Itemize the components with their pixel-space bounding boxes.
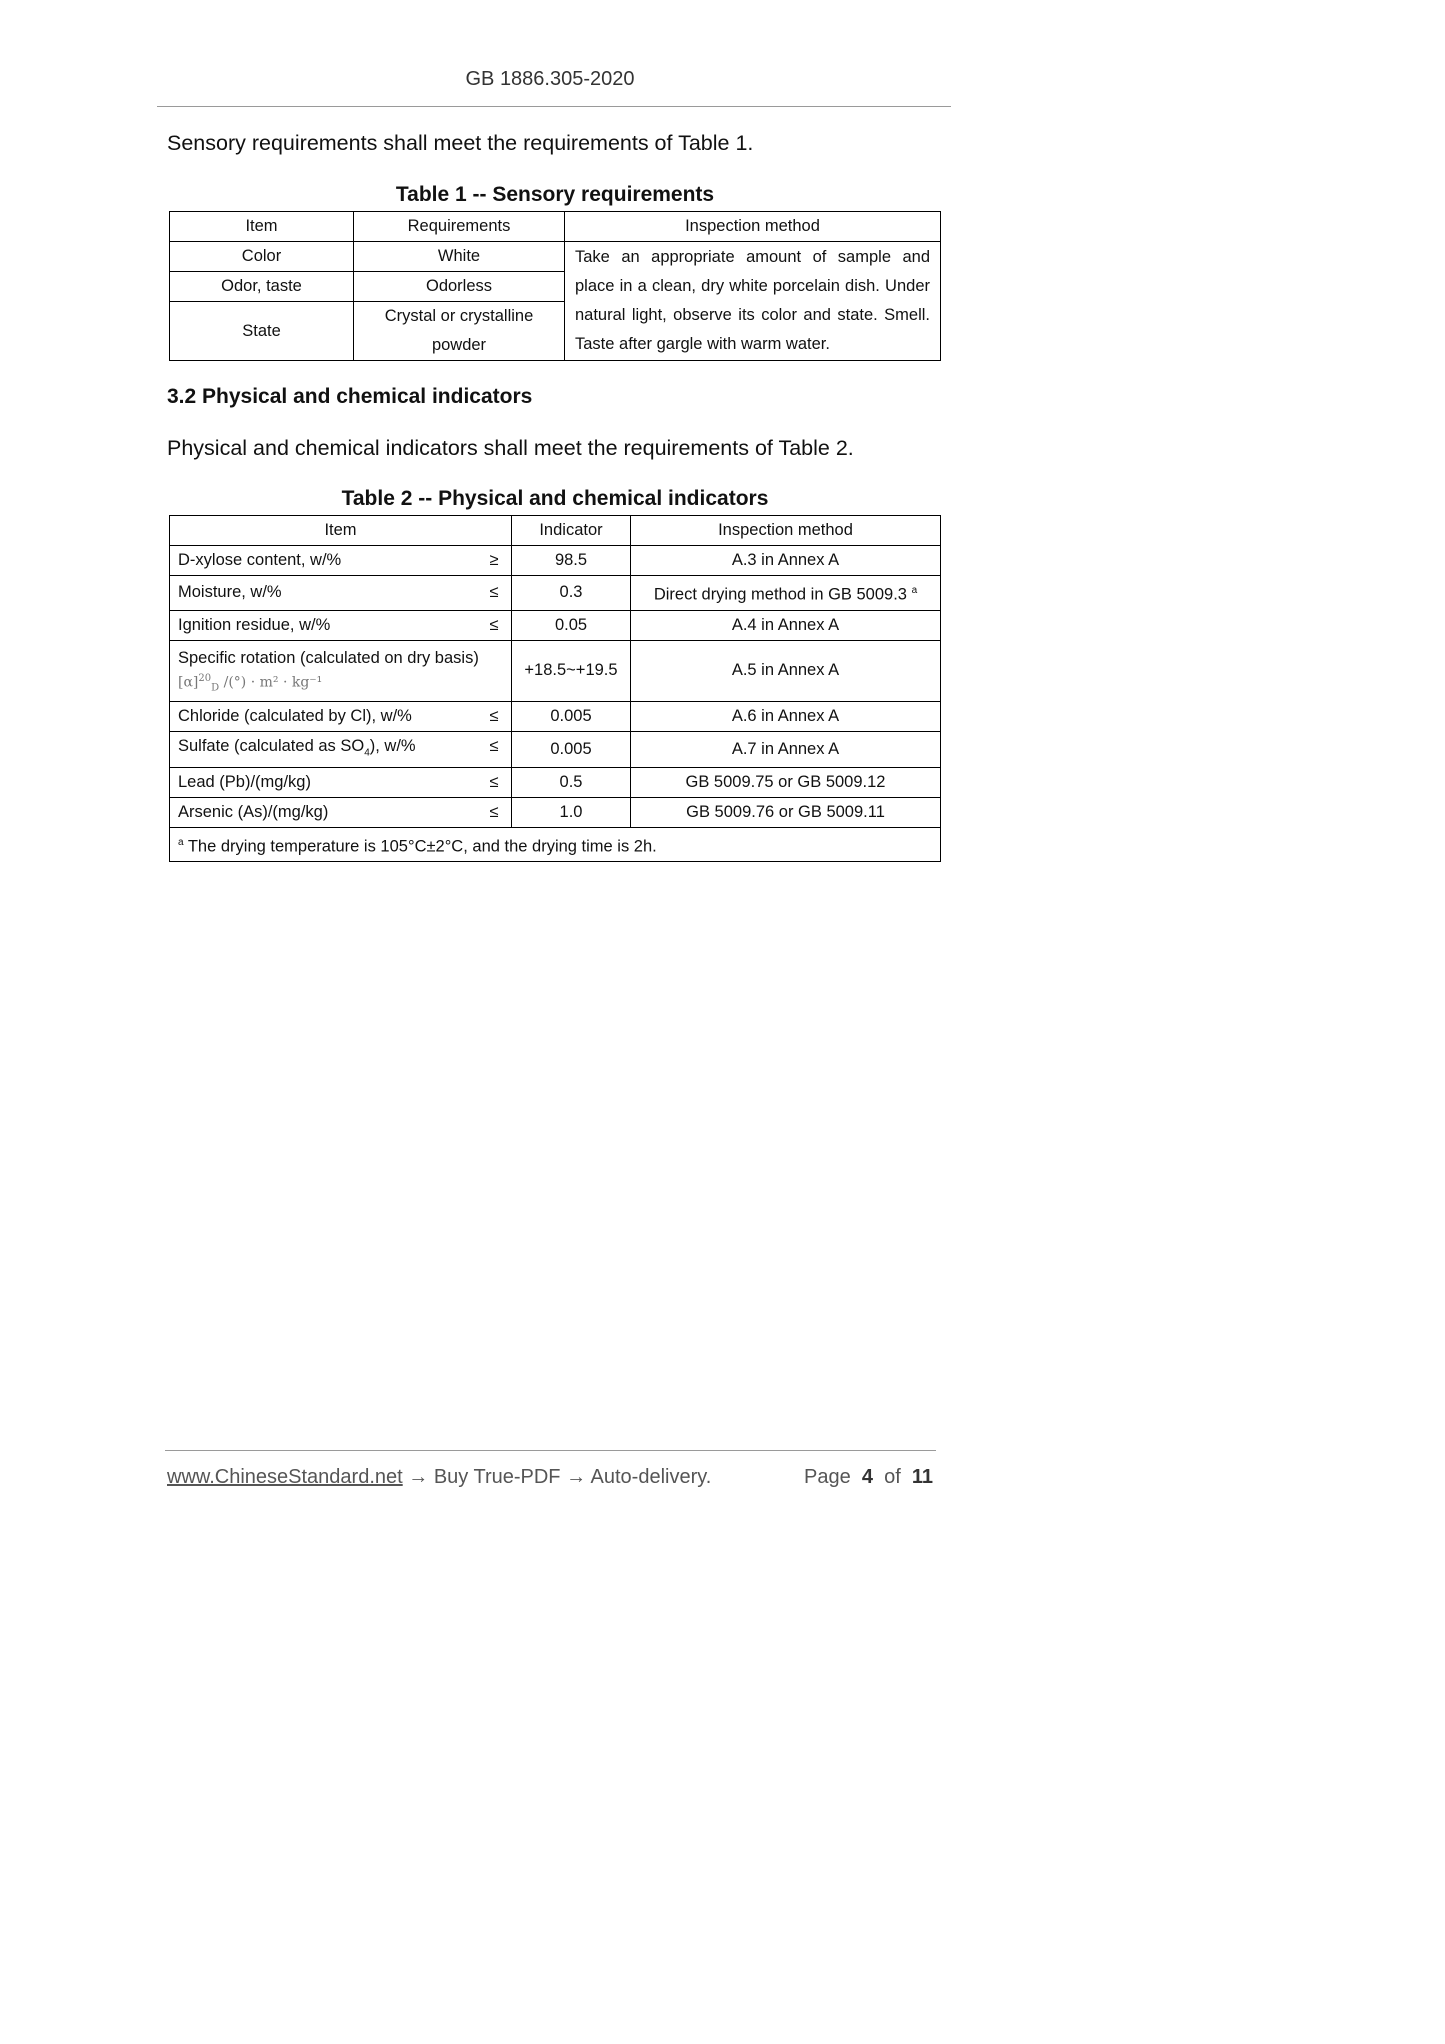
- intro-paragraph: Sensory requirements shall meet the requirements of Table 1.: [167, 131, 754, 155]
- item-label: Moisture, w/%: [178, 583, 282, 602]
- comparison-symbol: ≤: [489, 802, 499, 821]
- table-row: [170, 640, 941, 701]
- cell-item: [170, 797, 512, 827]
- cell-method: GB 5009.76 or GB 5009.11: [631, 797, 941, 827]
- header-cell-inspection-method: Inspection method: [565, 212, 941, 242]
- section-paragraph: Physical and chemical indicators shall meet the requirements of Table 2.: [167, 436, 854, 460]
- cell-indicator: 0.3: [512, 576, 631, 611]
- total-pages: 11: [911, 1466, 934, 1488]
- cell-indicator: 0.005: [512, 701, 631, 731]
- cell-item: [170, 701, 512, 731]
- item-label: Ignition residue, w/%: [178, 615, 331, 634]
- method-line: place in a clean, dry white porcelain dish. Under: [575, 277, 930, 295]
- comparison-symbol: ≤: [489, 706, 499, 725]
- formula-subscript: D: [211, 682, 220, 694]
- cell-indicator: 1.0: [512, 797, 631, 827]
- method-line: Taste after gargle with warm water.: [575, 335, 830, 353]
- footer-promo: [167, 1466, 711, 1489]
- of-label: of: [884, 1466, 901, 1488]
- cell-item: [170, 610, 512, 640]
- table-header-row: [170, 516, 941, 546]
- cell-method: A.3 in Annex A: [631, 546, 941, 576]
- cell-inspection-method: [565, 242, 941, 361]
- cell-requirement: powder: [354, 331, 565, 361]
- page-number: 4: [861, 1466, 873, 1488]
- table-header-row: [170, 212, 941, 242]
- comparison-symbol: ≤: [489, 736, 499, 755]
- table-footnote: [170, 827, 941, 862]
- page-header: GB 1886.305-2020: [465, 68, 635, 90]
- comparison-symbol: ≥: [489, 551, 499, 569]
- header-cell-item: Item: [170, 212, 354, 242]
- cell-indicator: +18.5~+19.5: [512, 640, 631, 701]
- table-row: [170, 546, 941, 576]
- footnote-reference: a: [911, 585, 918, 596]
- table-row: [170, 731, 941, 767]
- table-row: [170, 701, 941, 731]
- method-label: Direct drying method in GB 5009.3: [653, 585, 907, 604]
- item-label-suffix: ), w/%: [369, 736, 416, 755]
- header-cell-item: Item: [170, 516, 512, 546]
- cell-indicator: 0.5: [512, 767, 631, 797]
- page-label: Page: [804, 1466, 851, 1488]
- cell-item: [170, 546, 512, 576]
- cell-requirement: Crystal or crystalline: [354, 302, 565, 332]
- cell-method: A.5 in Annex A: [631, 640, 941, 701]
- cell-item: Color: [170, 242, 354, 272]
- cell-item: [170, 640, 512, 701]
- item-label: Arsenic (As)/(mg/kg): [178, 802, 329, 821]
- cell-method: A.6 in Annex A: [631, 701, 941, 731]
- header-cell-requirements: Requirements: [354, 212, 565, 242]
- item-label: Specific rotation (calculated on dry basis): [178, 648, 479, 667]
- cell-item: State: [170, 302, 354, 361]
- cell-method: A.7 in Annex A: [631, 731, 941, 767]
- cell-method: [631, 576, 941, 611]
- cell-item: [170, 576, 512, 611]
- cell-method: GB 5009.75 or GB 5009.12: [631, 767, 941, 797]
- cell-item: Odor, taste: [170, 272, 354, 302]
- specific-rotation-formula: [178, 669, 503, 698]
- item-label: Lead (Pb)/(mg/kg): [178, 772, 311, 791]
- cell-item: [170, 767, 512, 797]
- table2-caption: Table 2 -- Physical and chemical indicators: [341, 487, 769, 510]
- formula-superscript: 20: [198, 672, 212, 684]
- table-row: [170, 242, 941, 272]
- item-label: Chloride (calculated by Cl), w/%: [178, 706, 412, 725]
- cell-indicator: 0.05: [512, 610, 631, 640]
- physical-chemical-table: [169, 515, 941, 862]
- header-divider: [157, 106, 951, 107]
- table-row: [170, 767, 941, 797]
- table-footnote-row: [170, 827, 941, 862]
- item-label: D-xylose content, w/%: [178, 551, 342, 569]
- footnote-text: The drying temperature is 105°C±2°C, and the drying time is 2h.: [183, 837, 657, 856]
- item-label-prefix: Sulfate (calculated as SO: [178, 736, 365, 755]
- footer-divider: [165, 1450, 936, 1451]
- cell-indicator: 98.5: [512, 546, 631, 576]
- website-link[interactable]: www.ChineseStandard.net: [167, 1466, 403, 1488]
- cell-item: [170, 731, 512, 767]
- cell-requirement: Odorless: [354, 272, 565, 302]
- table-row: [170, 576, 941, 611]
- comparison-symbol: ≤: [489, 615, 499, 634]
- cell-method: A.4 in Annex A: [631, 610, 941, 640]
- comparison-symbol: ≤: [489, 583, 499, 602]
- footnote-marker: a: [178, 836, 184, 848]
- table-row: [170, 610, 941, 640]
- comparison-symbol: ≤: [489, 772, 499, 791]
- footer-tagline: → Buy True-PDF → Auto-delivery.: [402, 1466, 712, 1488]
- section-heading: 3.2 Physical and chemical indicators: [167, 385, 533, 408]
- header-cell-indicator: Indicator: [512, 516, 631, 546]
- item-label-subscript: 4: [364, 746, 370, 758]
- cell-requirement: White: [354, 242, 565, 272]
- method-line: natural light, observe its color and state. Smell.: [575, 306, 930, 324]
- cell-indicator: 0.005: [512, 731, 631, 767]
- formula-unit: /(°) · m² · kg⁻¹: [223, 674, 323, 691]
- header-cell-inspection-method: Inspection method: [631, 516, 941, 546]
- sensory-requirements-table: [169, 211, 941, 361]
- page-indicator: [804, 1466, 933, 1489]
- table1-caption: Table 1 -- Sensory requirements: [395, 183, 715, 206]
- table-row: [170, 797, 941, 827]
- formula-alpha: [α]: [178, 674, 199, 691]
- method-line: Take an appropriate amount of sample and: [575, 248, 930, 266]
